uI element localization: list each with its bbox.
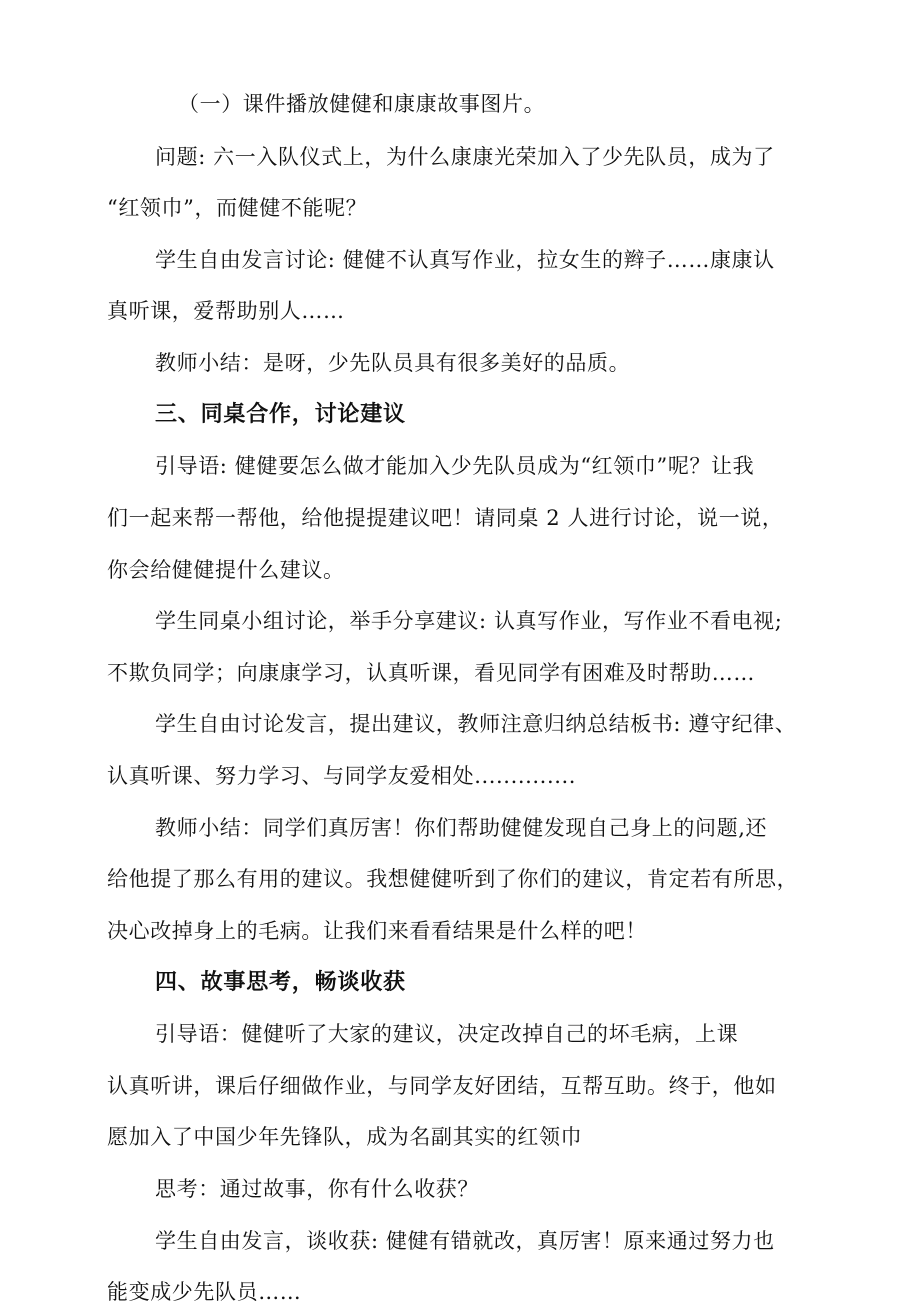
guide-text-2-cont-2: 愿加入了中国少年先锋队，成为名副其实的红领巾 <box>107 1125 583 1149</box>
student-gains-text: 学生自由发言，谈收获: 健健有错就改，真厉害！原来通过努力也 <box>155 1229 775 1253</box>
question-text-cont: “红领巾”，而健健不能呢？ <box>107 196 368 220</box>
guide-text-2: 引导语：健健听了大家的建议，决定改掉自己的坏毛病，上课 <box>155 1022 739 1046</box>
teacher-summary-2-cont-2: 决心改掉身上的毛病。让我们来看看结果是什么样的吧！ <box>107 919 647 943</box>
discussion-text-cont: 真听课，爱帮助别人…… <box>107 299 345 323</box>
guide-text: 引导语: 健健要怎么做才能加入少先队员成为“红领巾”呢？让我 <box>155 454 755 478</box>
question-text: 问题: 六一入队仪式上，为什么康康光荣加入了少先队员，成为了 <box>155 145 775 169</box>
teacher-summary-2: 教师小结：同学们真厉害！你们帮助健健发现自己身上的问题,还 <box>155 816 768 840</box>
pair-discussion-text-cont: 不欺负同学；向康康学习，认真听课，看见同学有困难及时帮助…… <box>107 661 755 685</box>
subsection-title: （一）课件播放健健和康康故事图片。 <box>178 92 546 116</box>
teacher-summary-1: 教师小结：是呀，少先队员具有很多美好的品质。 <box>155 351 631 375</box>
guide-text-cont-2: 你会给健健提什么建议。 <box>107 558 345 582</box>
free-discussion-text-cont: 认真听课、努力学习、与同学友爱相处.............. <box>107 764 577 788</box>
pair-discussion-text: 学生同桌小组讨论，举手分享建议: 认真写作业，写作业不看电视; <box>155 609 783 633</box>
teacher-summary-2-cont-1: 给他提了那么有用的建议。我想健健听到了你们的建议，肯定若有所思， <box>107 867 799 891</box>
student-gains-text-cont: 能变成少先队员…… <box>107 1280 302 1304</box>
reflection-question: 思考：通过故事，你有什么收获？ <box>155 1177 479 1201</box>
guide-text-cont-1: 们一起来帮一帮他，给他提提建议吧！请同桌 2 人进行讨论，说一说， <box>107 506 784 530</box>
discussion-text: 学生自由发言讨论: 健健不认真写作业，拉女生的辫子……康康认 <box>155 248 775 272</box>
section-heading-4: 四、故事思考，畅谈收获 <box>155 970 406 995</box>
free-discussion-text: 学生自由讨论发言，提出建议，教师注意归纳总结板书: 遵守纪律、 <box>155 712 797 736</box>
section-heading-3: 三、同桌合作，讨论建议 <box>155 402 406 427</box>
guide-text-2-cont-1: 认真听讲，课后仔细做作业，与同学友好团结，互帮互助。终于，他如 <box>107 1074 777 1098</box>
